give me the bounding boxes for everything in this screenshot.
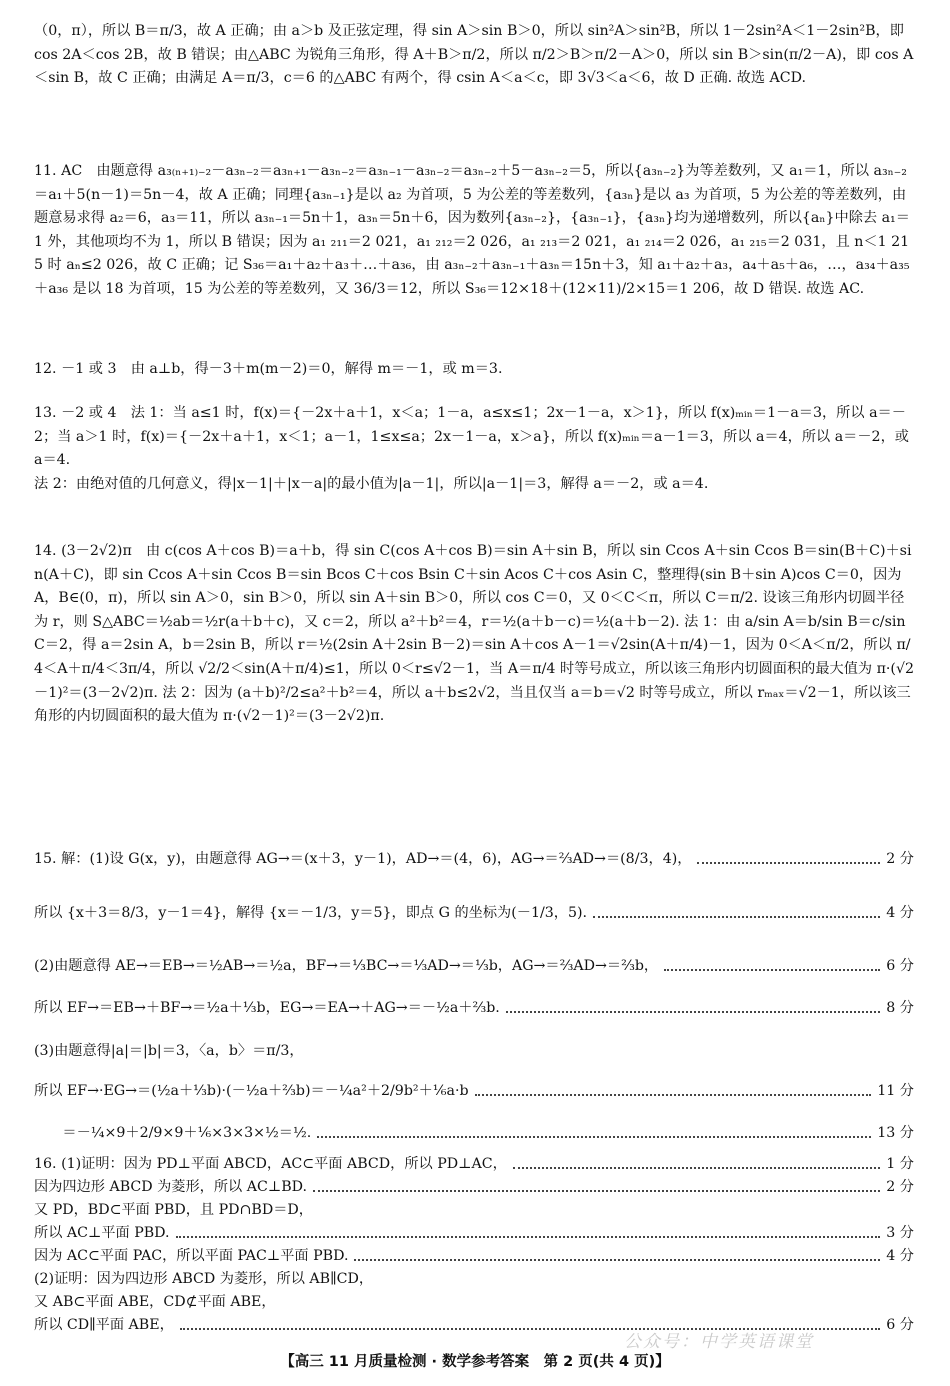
q15-line-6-points: 11 分 bbox=[877, 1083, 914, 1099]
dot-leader bbox=[313, 1190, 880, 1192]
q16-line-1-text: 16. (1)证明：因为 PD⊥平面 ABCD，AC⊂平面 ABCD，所以 PD⊥AC， bbox=[34, 1156, 507, 1172]
q16-line-3-text: 又 PD，BD⊂平面 PBD，且 PD∩BD＝D， bbox=[34, 1202, 313, 1218]
dot-leader bbox=[317, 1136, 871, 1138]
dot-leader bbox=[176, 1236, 881, 1238]
q16-line-2-points: 2 分 bbox=[886, 1179, 914, 1195]
q16-line-2-text: 因为四边形 ABCD 为菱形，所以 AC⊥BD. bbox=[34, 1179, 308, 1195]
q16-line-5 bbox=[34, 1245, 914, 1267]
q15-line-2-points: 4 分 bbox=[886, 905, 914, 921]
q16-line-2 bbox=[34, 1176, 914, 1198]
q15-line-2-text: 所以 {x＋3＝8/3，y－1＝4}，解得 {x＝－1/3，y＝5}，即点 G 的坐标为(－1/3，5). bbox=[34, 905, 588, 921]
q15-line-2 bbox=[34, 902, 914, 924]
watermark: 公众号：中学英语课堂 bbox=[624, 1332, 814, 1352]
q11-solution: 11. AC 由题意得 a₃₍ₙ₊₁₎₋₂－a₃ₙ₋₂＝a₃ₙ₊₁－a₃ₙ₋₂＝a₃ₙ₋₁－a₃ₙ₋₂＝a₃ₙ₋₂＋5－a₃ₙ₋₂＝5，所以{a₃ₙ₋₂}为等差数列，又 a₁＝1，所以 a₃ₙ₋₂＝a₁＋5(n－1)＝5n－4，故 A 正确；同理{a₃ₙ₋₁}是以 a₂ 为首项，5 为公差的等差数列，{a₃ₙ}是以 a₃ 为首项，5 为公差的等差数列，由题意易求得 a₂＝6，a₃＝11，所以 a₃ₙ₋₁＝5n＋1，a₃ₙ＝5n＋6，因为数列{a₃ₙ₋₂}，{a₃ₙ₋₁}，{a₃ₙ}均为递增数列，所以{aₙ}中除去 a₁＝1 外，其他项均不为 1，所以 B 错误；因为 a₁ ₂₁₁＝2 021，a₁ ₂₁₂＝2 026，a₁ ₂₁₃＝2 021，a₁ ₂₁₄＝2 026，a₁ ₂₁₅＝2 031，且 n＜1 215 时 aₙ≤2 026，故 C 正确；记 S₃₆＝a₁＋a₂＋a₃＋…＋a₃₆，由 a₃ₙ₋₂＋a₃ₙ₋₁＋a₃ₙ＝15n＋3，知 a₁＋a₂＋a₃，a₄＋a₅＋a₆，…，a₃₄＋a₃₅＋a₃₆ 是以 18 为首项，15 为公差的等差数列，又 36/3＝12，所以 S₃₆＝12×18＋(12×11)/2×15＝1 206，故 D 错误. 故选 AC. bbox=[34, 163, 910, 297]
q16-line-1-points: 1 分 bbox=[886, 1156, 914, 1172]
q12-solution: 12. －1 或 3 由 a⊥b，得－3＋m(m－2)＝0，解得 m＝－1，或 m＝3. bbox=[34, 361, 503, 377]
q15-line-3 bbox=[34, 955, 914, 977]
q16-line-6-text: (2)证明：因为四边形 ABCD 为菱形，所以 AB∥CD， bbox=[34, 1271, 374, 1287]
dot-leader bbox=[697, 862, 880, 864]
q15-line-1 bbox=[34, 848, 914, 870]
q13-solution: 13. －2 或 4 法 1：当 a≤1 时，f(x)＝{－2x＋a＋1，x＜a；1－a，a≤x≤1；2x－1－a，x＞1}，所以 f(x)ₘᵢₙ＝1－a＝3，所以 a＝－2；当 a＞1 时，f(x)＝{－2x＋a＋1，x＜1；a－1，1≤x≤a；2x－1－a，x＞a}，所以 f(x)ₘᵢₙ＝a－1＝3，所以 a＝4，所以 a＝－2，或 a＝4. 法 2：由绝对值的几何意义，得|x－1|＋|x－a|的最小值为|a－1|，所以|a－1|＝3，解得 a＝－2，或 a＝4. bbox=[34, 405, 909, 492]
dot-leader bbox=[506, 1011, 880, 1013]
dot-leader bbox=[354, 1259, 880, 1261]
q15-line-6-text: 所以 EF→·EG→＝(½a＋⅓b)·(－½a＋⅔b)＝－¼a²＋2/9b²＋⅙a·b bbox=[34, 1083, 469, 1099]
q16-line-5-points: 4 分 bbox=[886, 1248, 914, 1264]
q15-line-7-text: ＝－¼×9＋2/9×9＋⅙×3×3×½＝½. bbox=[34, 1125, 312, 1141]
q16-line-1 bbox=[34, 1153, 914, 1175]
q15-line-6 bbox=[34, 1080, 914, 1102]
q16-line-5-text: 因为 AC⊂平面 PAC，所以平面 PAC⊥平面 PBD. bbox=[34, 1248, 349, 1264]
q16-line-3 bbox=[34, 1199, 914, 1221]
q15-line-4-points: 8 分 bbox=[886, 1000, 914, 1016]
q15-line-4 bbox=[34, 997, 914, 1019]
q15-line-3-points: 6 分 bbox=[886, 958, 914, 974]
q15-line-1-text: 15. 解：(1)设 G(x，y)，由题意得 AG→＝(x＋3，y－1)，AD→＝(4，6)，AG→＝⅔AD→＝(8/3，4)， bbox=[34, 851, 692, 867]
q15-line-3-text: (2)由题意得 AE→＝EB→＝½AB→＝½a，BF→＝⅓BC→＝⅓AD→＝⅓b，AG→＝⅔AD→＝⅔b， bbox=[34, 958, 659, 974]
q15-line-5 bbox=[34, 1040, 914, 1062]
dot-leader bbox=[593, 916, 880, 918]
dot-leader bbox=[513, 1167, 880, 1169]
q16-line-7-text: 又 AB⊂平面 ABE，CD⊄平面 ABE， bbox=[34, 1294, 276, 1310]
q16-line-4-text: 所以 AC⊥平面 PBD. bbox=[34, 1225, 170, 1241]
q15-line-7-points: 13 分 bbox=[877, 1125, 914, 1141]
q16-line-8-text: 所以 CD∥平面 ABE， bbox=[34, 1317, 174, 1333]
q16-line-4 bbox=[34, 1222, 914, 1244]
q15-line-4-text: 所以 EF→＝EB→＋BF→＝½a＋⅓b，EG→＝EA→＋AG→＝－½a＋⅔b. bbox=[34, 1000, 500, 1016]
q16-line-4-points: 3 分 bbox=[886, 1225, 914, 1241]
dot-leader bbox=[475, 1094, 872, 1096]
dot-leader bbox=[664, 969, 880, 971]
page-footer: 【高三 11 月质量检测 · 数学参考答案 第 2 页(共 4 页)】 bbox=[280, 1354, 670, 1370]
q10-solution-tail: （0，π），所以 B＝π/3，故 A 正确；由 a＞b 及正弦定理，得 sin A＞sin B＞0，所以 sin²A＞sin²B，所以 1－2sin²A＜1－2sin²B，即 cos 2A＜cos 2B，故 B 错误；由△ABC 为锐角三角形，得 A＋B＞π/2，所以 π/2＞B＞π/2－A＞0，所以 sin B＞sin(π/2－A)，即 cos A＜sin B，故 C 正确；由满足 A＝π/3，c＝6 的△ABC 有两个，得 csin A＜a＜c，即 3√3＜a＜6，故 D 正确. 故选 ACD. bbox=[34, 23, 914, 87]
q15-line-7 bbox=[34, 1122, 914, 1144]
q15-line-1-points: 2 分 bbox=[886, 851, 914, 867]
q16-line-7 bbox=[34, 1291, 914, 1313]
q14-solution: 14. (3－2√2)π 由 c(cos A＋cos B)＝a＋b，得 sin C(cos A＋cos B)＝sin A＋sin B，所以 sin Ccos A＋sin Ccos B＝sin(B＋C)＋sin(A＋C)，即 sin Ccos A＋sin Ccos B＝sin Bcos C＋cos Bsin C＋sin Acos C＋cos Asin C，整理得(sin B＋sin A)cos C＝0，因为 A，B∈(0，π)，所以 sin A＞0，sin B＞0，所以 sin A＋sin B＞0，所以 cos C＝0，又 0＜C＜π，所以 C＝π/2. 设该三角形内切圆半径为 r，则 S△ABC＝½ab＝½r(a＋b＋c)，又 c＝2，所以 a²＋b²＝4，r＝½(a＋b－c)＝½(a＋b－2). 法 1：由 a/sin A＝b/sin B＝c/sin C＝2，得 a＝2sin A，b＝2sin B，所以 r＝½(2sin A＋2sin B－2)＝sin A＋cos A－1＝√2sin(A＋π/4)－1，因为 0＜A＜π/2，所以 π/4＜A＋π/4＜3π/4，所以 √2/2＜sin(A＋π/4)≤1，所以 0＜r≤√2－1，当 A＝π/4 时等号成立，所以该三角形内切圆面积的最大值为 π·(√2－1)²＝(3－2√2)π. 法 2：因为 (a＋b)²/2≤a²＋b²＝4，所以 a＋b≤2√2，当且仅当 a＝b＝√2 时等号成立，所以 rₘₐₓ＝√2－1，所以该三角形的内切圆面积的最大值为 π·(√2－1)²＝(3－2√2)π. bbox=[34, 543, 915, 725]
q16-line-6 bbox=[34, 1268, 914, 1290]
q16-line-8-points: 6 分 bbox=[886, 1317, 914, 1333]
q15-line-5-text: (3)由题意得|a|＝|b|＝3，〈a，b〉＝π/3， bbox=[34, 1043, 304, 1059]
